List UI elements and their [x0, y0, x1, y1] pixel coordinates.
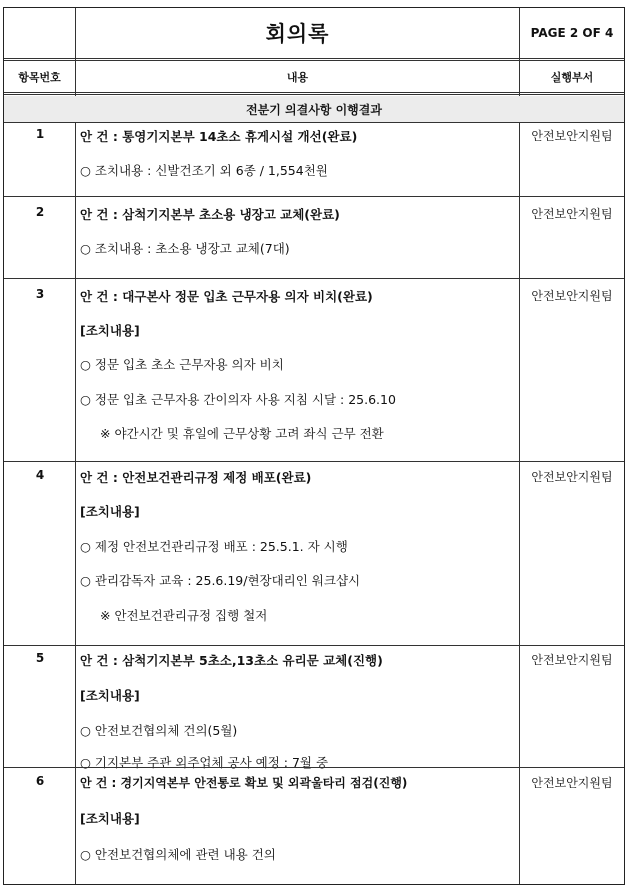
item-number: 5: [35, 651, 45, 665]
item-line: ○ 조치내용 : 초소용 냉장고 교체(7대): [80, 241, 290, 256]
item-title: 안 건 : 대구본사 정문 입초 근무자용 의자 비치(완료): [80, 289, 373, 304]
item-line: ○ 안전보건협의체에 관련 내용 건의: [80, 847, 276, 862]
column-header-department: 실행부서: [550, 71, 594, 84]
page-title: 회의록: [265, 22, 330, 46]
meeting-minutes-table: [3, 7, 625, 885]
item-number: 6: [35, 774, 45, 788]
item-line: ○ 제정 안전보건관리규정 배포 : 25.5.1. 자 시행: [80, 539, 348, 554]
item-department: 안전보안지원팀: [531, 470, 613, 484]
item-title: 안 건 : 안전보건관리규정 제정 배포(완료): [80, 470, 312, 485]
page-number: PAGE 2 OF 4: [530, 26, 614, 40]
page-number-cell: [520, 8, 624, 58]
item-sub-heading: [조치내용]: [80, 323, 140, 338]
row-divider: [4, 196, 624, 197]
item-department: 안전보안지원팀: [531, 129, 613, 143]
item-department: 안전보안지원팀: [531, 289, 613, 303]
title-cell: [76, 8, 519, 58]
column-header-number: 항목번호: [18, 71, 61, 84]
item-line: ○ 조치내용 : 신발건조기 외 6종 / 1,554천원: [80, 163, 328, 178]
item-title: 안 건 : 삼척기지본부 초소용 냉장고 교체(완료): [80, 207, 340, 222]
column-header-content: 내용: [286, 71, 309, 84]
row-divider: [4, 278, 624, 279]
item-sub-heading: [조치내용]: [80, 688, 140, 703]
item-title: 안 건 : 경기지역본부 안전통로 확보 및 외곽울타리 점검(진행): [80, 776, 408, 790]
item-title: 안 건 : 통영기지본부 14초소 휴게시설 개선(완료): [80, 129, 358, 144]
row-divider: [4, 645, 624, 646]
item-department: 안전보안지원팀: [531, 776, 613, 790]
row-divider: [4, 122, 624, 123]
item-number: 1: [35, 127, 45, 141]
item-line: ○ 정문 입초 근무자용 간이의자 사용 지침 시달 : 25.6.10: [80, 392, 396, 407]
item-line: ○ 관리감독자 교육 : 25.6.19/현장대리인 워크샵시: [80, 573, 361, 588]
item-number: 4: [35, 468, 45, 482]
row-divider: [4, 767, 624, 768]
item-sub-heading: [조치내용]: [80, 811, 140, 826]
item-note: ※ 야간시간 및 휴일에 근무상황 고려 좌식 근무 전환: [100, 426, 384, 441]
section-title: 전분기 의결사항 이행결과: [4, 96, 624, 122]
item-department: 안전보안지원팀: [531, 207, 613, 221]
item-department: 안전보안지원팀: [531, 653, 613, 667]
item-sub-heading: [조치내용]: [80, 504, 140, 519]
item-line: ○ 안전보건협의체 건의(5월): [80, 723, 238, 738]
item-title: 안 건 : 삼척기지본부 5초소,13초소 유리문 교체(진행): [80, 653, 383, 668]
item-line: ○ 정문 입초 초소 근무자용 의자 비치: [80, 357, 284, 372]
row-divider: [4, 461, 624, 462]
item-line: ○ 기지본부 주관 외주업체 공사 예정 : 7월 중: [80, 755, 329, 770]
item-note: ※ 안전보건관리규정 집행 철저: [100, 608, 268, 623]
item-number: 3: [35, 287, 45, 301]
item-number: 2: [35, 205, 45, 219]
